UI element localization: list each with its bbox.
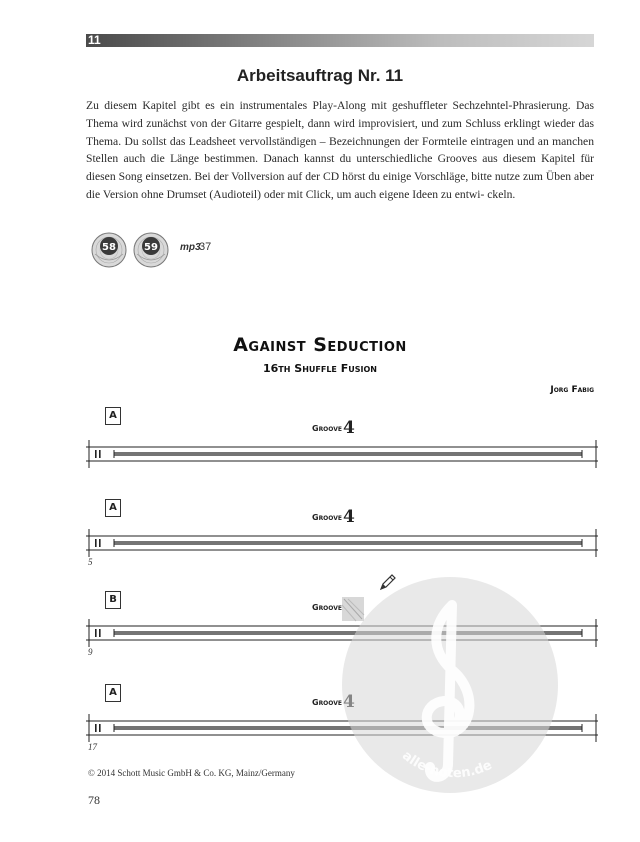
treble-clef-watermark-icon <box>340 575 560 795</box>
groove-number: 4 <box>343 418 355 438</box>
cd-track-59-icon <box>133 232 169 268</box>
rehearsal-mark: A <box>105 684 121 702</box>
bar-number: 5 <box>88 557 93 567</box>
chapter-header-bar <box>86 34 594 47</box>
assignment-title: Arbeitsauftrag Nr. 11 <box>236 66 404 85</box>
rehearsal-mark: A <box>105 407 121 425</box>
groove-label: Groove <box>312 603 342 612</box>
groove-label: Groove <box>312 513 342 522</box>
mp3-icon: mp3 <box>180 242 201 253</box>
rehearsal-mark: A <box>105 499 121 517</box>
watermark-text: alle-noten.de <box>399 748 495 782</box>
assignment-line: Kapitel für diesen Song einsetzen. Bei der Vollversion auf der CD hörst du einige Vorschläge, bitte nutze <box>86 152 594 184</box>
composer: Jorg Fabig <box>550 385 594 395</box>
staff-system <box>0 400 640 480</box>
cd-track-label: 58 <box>102 242 116 253</box>
groove-label: Groove <box>312 698 342 707</box>
assignment-line: zum Üben aber die Version ohne Drumset (Audioteil) oder mit Click, um auch eigene Ideen zu entwi- <box>86 170 594 201</box>
staff <box>86 529 598 557</box>
groove-label: Groove <box>312 424 342 433</box>
assignment-line: ckeln. <box>487 187 516 201</box>
assignment-line: Zu diesem Kapitel gibt es ein instrumentales Play-Along mit geshuffleter Sechzehntel-Phrasierung. Das <box>86 99 594 112</box>
chapter-number: 11 <box>88 33 101 47</box>
assignment-text <box>86 97 594 204</box>
copyright-notice: © 2014 Schott Music GmbH & Co. KG, Mainz/Germany <box>88 768 295 778</box>
bar-number: 17 <box>88 742 97 752</box>
rehearsal-mark: B <box>105 591 121 609</box>
cd-track-label: 59 <box>144 242 158 253</box>
page-number: 78 <box>88 793 100 807</box>
assignment-line: Thema wird zunächst von der Gitarre gespielt, dann wird improvisiert, und zum Schluss erklingt wieder <box>86 116 579 130</box>
assignment-line: manchen Stellen auch die Länge bestimmen. Danach kannst du unterschiedliche Grooves aus diesem <box>86 134 594 166</box>
song-subtitle: 16th Shuffle Fusion <box>263 362 377 375</box>
bar-number: 9 <box>88 647 93 657</box>
song-title: Against Seduction <box>233 334 407 356</box>
staff-system <box>0 493 640 573</box>
cd-track-58-icon <box>91 232 127 268</box>
mp3-track-number: 37 <box>199 241 212 253</box>
staff <box>86 440 598 468</box>
assignment-line: das Thema. Du sollst das Leadsheet vervollständigen – Bezeichnungen der Formteile eintragen und an <box>86 116 594 148</box>
groove-number: 4 <box>343 507 355 527</box>
